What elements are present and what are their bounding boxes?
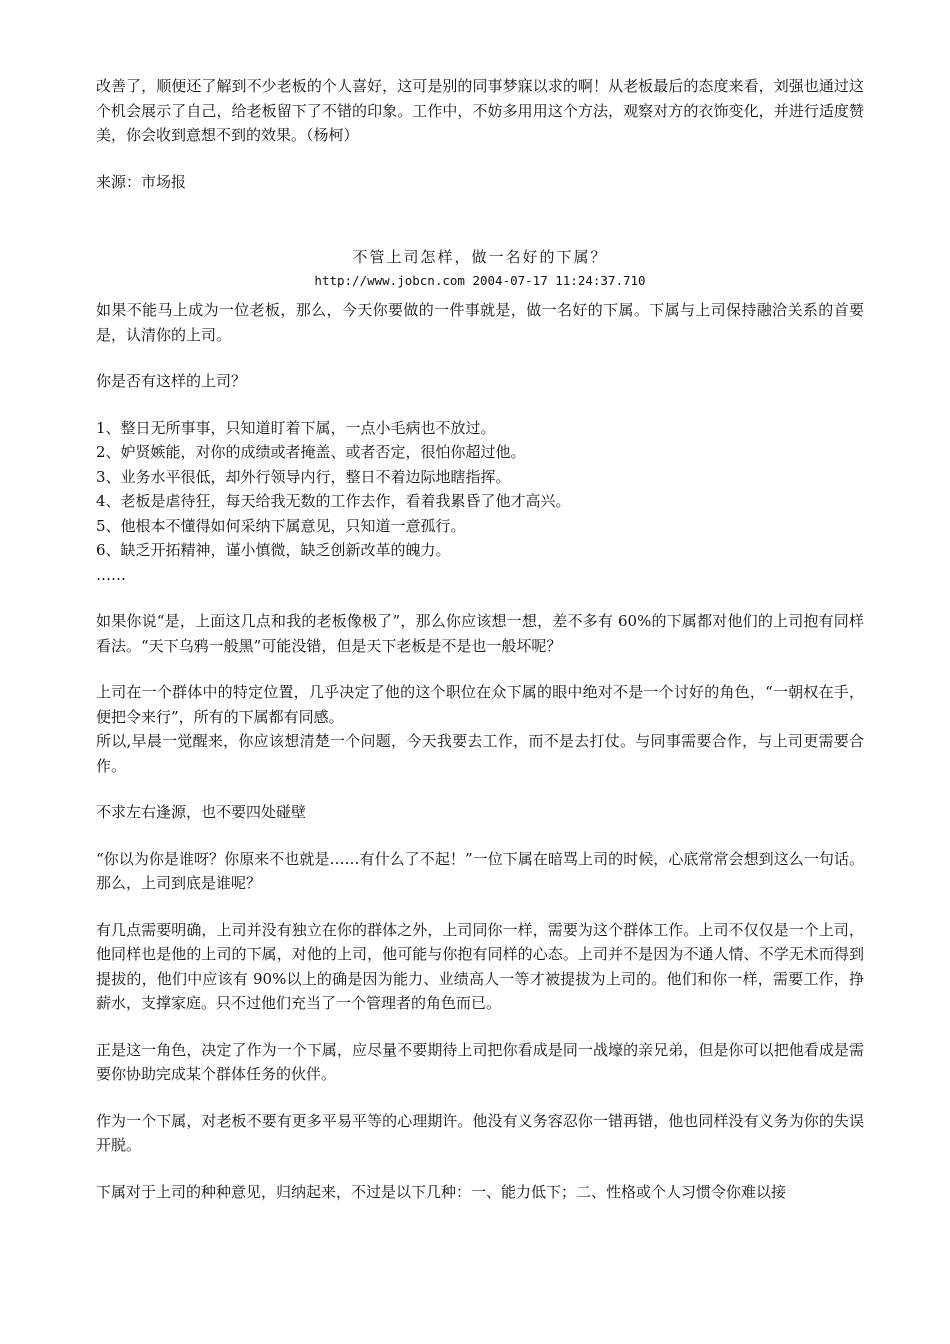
article-meta: http://www.jobcn.com 2004-07-17 11:24:37.710 xyxy=(314,273,646,288)
list-ellipsis: …… xyxy=(96,565,126,584)
paragraph-1: 如果不能马上成为一位老板，那么，今天你要做的一件事就是，做一名好的下属。下属与上司保持融洽关系的首要是，认清你的上司。 xyxy=(96,301,864,344)
list-item: 4、老板是虐待狂，每天给我无数的工作去作，看着我累昏了他才高兴。 xyxy=(96,492,571,510)
paragraph-3a: 上司在一个群体中的特定位置，几乎决定了他的这个职位在众下属的眼中绝对不是一个讨好的角色，“一朝权在手，便把令来行”，所有的下属都有同感。 xyxy=(96,683,864,726)
paragraph-2: 如果你说“是，上面这几点和我的老板像极了”，那么你应该想一想，差不多有 60%的下属都对他们的上司抱有同样看法。“天下乌鸦一般黑”可能没错，但是天下老板是不是也一般坏呢？ xyxy=(96,612,864,655)
intro-paragraph: 改善了，顺便还了解到不少老板的个人喜好，这可是别的同事梦寐以求的啊！从老板最后的态度来看，刘强也通过这个机会展示了自己，给老板留下了不错的印象。工作中，不妨多用用这个方法，观察对方的衣饰变化，并进行适度赞美，你会收到意想不到的效果。（杨柯） xyxy=(96,77,864,144)
paragraph-4: “你以为你是谁呀？你原来不也就是……有什么了不起！”一位下属在暗骂上司的时候，心底常常会想到这么一句话。那么，上司到底是谁呢？ xyxy=(96,849,864,892)
list-item: 1、整日无所事事，只知道盯着下属，一点小毛病也不放过。 xyxy=(96,418,496,437)
paragraph-5: 有几点需要明确，上司并没有独立在你的群体之外，上司同你一样，需要为这个群体工作。上司不仅仅是一个上司，他同样也是他的上司的下属，对他的上司，他可能与你抱有同样的心态。上司并不是因为不通人情、不学无术而得到提拔的，他们中应该有 90%以上的确是因为能力、业绩高人一等才被提拔为上司的。他们和你一样，需要工作，挣薪水，支撑家庭。只不过他们充当了一个管理者的角色而已。 xyxy=(96,920,864,1012)
list-item: 5、他根本不懂得如何采纳下属意见，只知道一意孤行。 xyxy=(96,516,466,535)
question-line: 你是否有这样的上司？ xyxy=(96,372,247,390)
list-item: 3、业务水平很低，却外行领导内行，整日不着边际地瞎指挥。 xyxy=(96,467,511,486)
paragraph-6: 正是这一角色，决定了作为一个下属，应尽量不要期待上司把你看成是同一战壕的亲兄弟，但是你可以把他看成是需要你协助完成某个群体任务的伙伴。 xyxy=(96,1040,864,1083)
source-line: 来源：市场报 xyxy=(96,172,187,191)
list-item: 2、妒贤嫉能，对你的成绩或者掩盖、或者否定，很怕你超过他。 xyxy=(96,443,526,461)
boss-traits-list xyxy=(96,416,864,588)
section-subhead: 不求左右逢源，也不要四处碰壁 xyxy=(96,803,307,821)
paragraph-8: 下属对于上司的种种意见，归纳起来，不过是以下几种：一、能力低下；二、性格或个人习惯令你难以接 xyxy=(96,1182,787,1201)
paragraph-3b: 所以,早晨一觉醒来，你应该想清楚一个问题，今天我要去工作，而不是去打仗。与同事需要合作，与上司更需要合作。 xyxy=(96,732,864,775)
list-item: 6、缺乏开拓精神，谨小慎微，缺乏创新改革的魄力。 xyxy=(96,541,451,559)
paragraph-7: 作为一个下属，对老板不要有更多平易平等的心理期许。他没有义务容忍你一错再错，他也同样没有义务为你的失误开脱。 xyxy=(96,1111,864,1154)
document-page xyxy=(96,74,864,1204)
article-title: 不管上司怎样，做一名好的下属？ xyxy=(352,248,608,266)
